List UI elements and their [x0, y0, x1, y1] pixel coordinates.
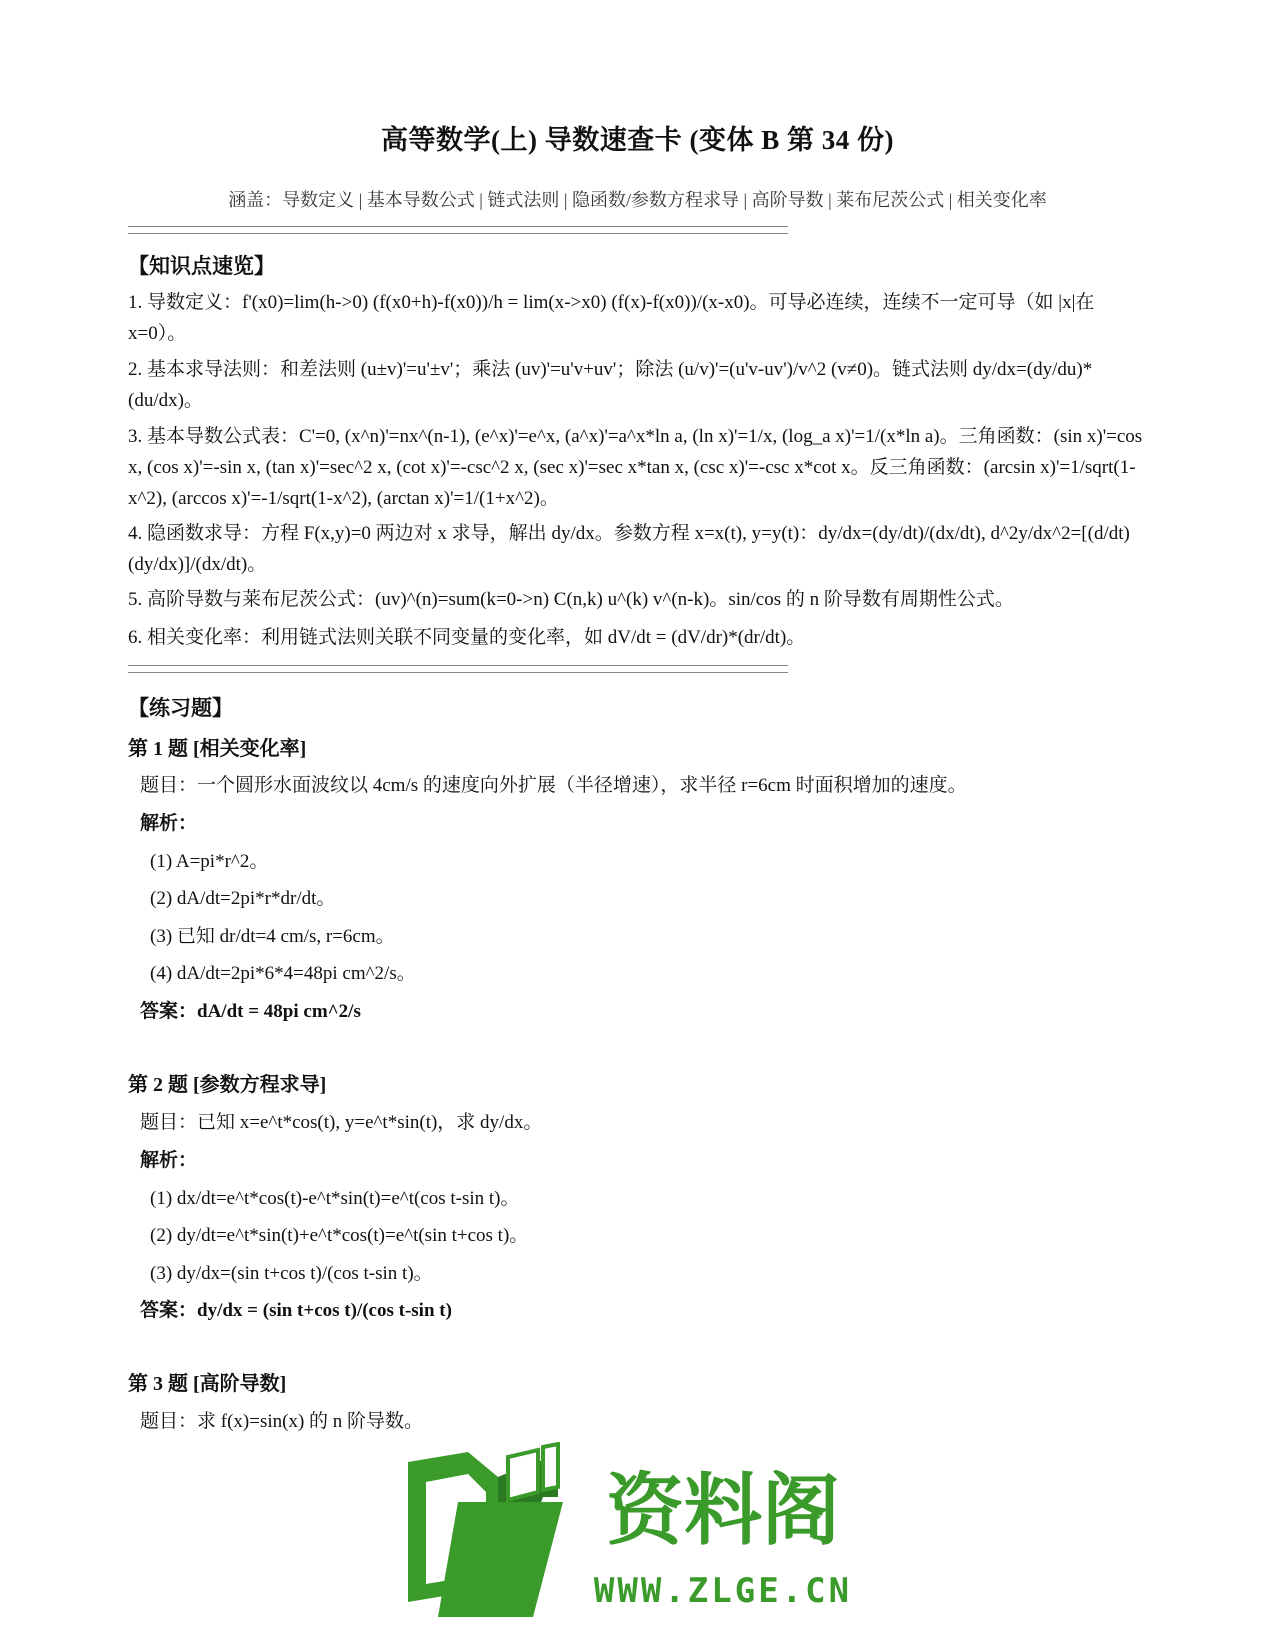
- analysis-label: 解析：: [140, 813, 198, 834]
- knowledge-item: 2. 基本求导法则：和差法则 (u±v)'=u'±v'；乘法 (uv)'=u'v+uv'；除法 (u/v)'=(u'v-uv')/v^2 (v≠0)。链式法则 dy/dx=(dy/du)*(du/dx)。: [128, 359, 1093, 411]
- book-icon: [398, 1442, 878, 1622]
- practice-heading: 【练习题】: [128, 696, 233, 720]
- knowledge-item: 4. 隐函数求导：方程 F(x,y)=0 两边对 x 求导，解出 dy/dx。参数方程 x=x(t), y=y(t)：dy/dx=(dy/dt)/(dx/dt), d^2y/dx^2=[(d/dt)(dy/dx)]/(dx/dt)。: [128, 523, 1130, 575]
- page-subtitle: 涵盖：导数定义 | 基本导数公式 | 链式法则 | 隐函数/参数方程求导 | 高阶导数 | 莱布尼茨公式 | 相关变化率: [228, 190, 1047, 210]
- question-text: 题目：已知 x=e^t*cos(t), y=e^t*sin(t)，求 dy/dx。: [140, 1112, 543, 1133]
- knowledge-item: 1. 导数定义：f'(x0)=lim(h->0) (f(x0+h)-f(x0))/h = lim(x->x0) (f(x)-f(x0))/(x-x0)。可导必连续，连续不一定可导（如 |x|在 x=0）。: [128, 292, 1095, 344]
- knowledge-heading: 【知识点速览】: [128, 254, 275, 278]
- knowledge-item: 6. 相关变化率：利用链式法则关联不同变量的变化率，如 dV/dt = (dV/dr)*(dr/dt)。: [128, 627, 806, 648]
- watermark-logo: [398, 1442, 878, 1622]
- page-title: 高等数学(上) 导数速查卡 (变体 B 第 34 份): [381, 125, 894, 155]
- solution-step: (3) 已知 dr/dt=4 cm/s, r=6cm。: [150, 926, 395, 947]
- solution-step: (2) dA/dt=2pi*r*dr/dt。: [150, 888, 336, 909]
- solution-step: (1) A=pi*r^2。: [150, 851, 269, 872]
- solution-step: (2) dy/dt=e^t*sin(t)+e^t*cos(t)=e^t(sin t+cos t)。: [150, 1225, 529, 1246]
- question-title: 第 2 题 [参数方程求导]: [128, 1074, 327, 1096]
- divider: [128, 226, 788, 234]
- analysis-label: 解析：: [140, 1150, 198, 1171]
- knowledge-item: 5. 高阶导数与莱布尼茨公式：(uv)^(n)=sum(k=0->n) C(n,k) u^(k) v^(n-k)。sin/cos 的 n 阶导数有周期性公式。: [128, 589, 1014, 610]
- answer-text: 答案：dA/dt = 48pi cm^2/s: [140, 1001, 361, 1022]
- solution-step: (1) dx/dt=e^t*cos(t)-e^t*sin(t)=e^t(cos t-sin t)。: [150, 1188, 520, 1209]
- question-title: 第 1 题 [相关变化率]: [128, 738, 307, 760]
- question-title: 第 3 题 [高阶导数]: [128, 1373, 287, 1395]
- knowledge-item: 3. 基本导数公式表：C'=0, (x^n)'=nx^(n-1), (e^x)'=e^x, (a^x)'=a^x*ln a, (ln x)'=1/x, (log_a x)'=1/(x*ln a)。三角函数：(sin x)'=cos x, (cos x)'=-sin x, (tan x)'=sec^2 x, (cot x)'=-csc^2 x, (sec x)'=sec x*tan x, (csc x)'=-csc x*cot x。反三角函数：(arcsin x)'=1/sqrt(1-x^2), (arccos x)'=-1/sqrt(1-x^2), (arctan x)'=1/(1+x^2)。: [128, 426, 1143, 509]
- answer-text: 答案：dy/dx = (sin t+cos t)/(cos t-sin t): [140, 1300, 452, 1321]
- divider: [128, 665, 788, 673]
- watermark-cn: 资料阁: [605, 1466, 841, 1556]
- solution-step: (4) dA/dt=2pi*6*4=48pi cm^2/s。: [150, 963, 416, 984]
- question-text: 题目：求 f(x)=sin(x) 的 n 阶导数。: [140, 1411, 424, 1432]
- solution-step: (3) dy/dx=(sin t+cos t)/(cos t-sin t)。: [150, 1263, 433, 1284]
- watermark-url: WWW.ZLGE.CN: [593, 1571, 853, 1611]
- question-text: 题目：一个圆形水面波纹以 4cm/s 的速度向外扩展（半径增速），求半径 r=6cm 时面积增加的速度。: [140, 775, 967, 796]
